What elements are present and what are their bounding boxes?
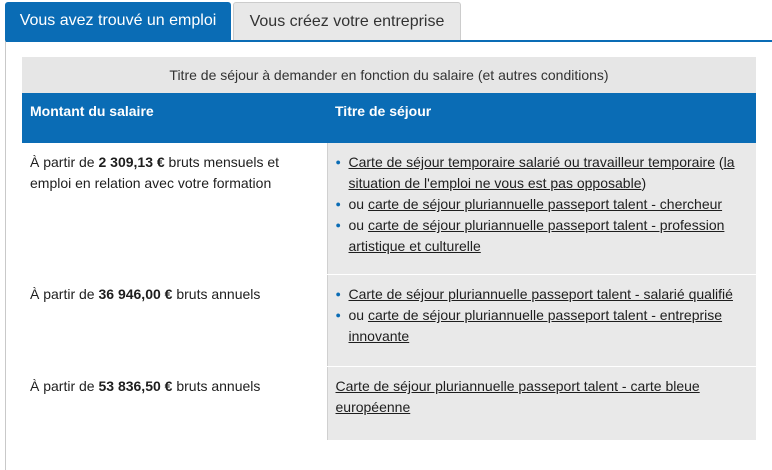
tab-create-company[interactable]: Vous créez votre entreprise	[233, 2, 461, 40]
permit-list	[336, 152, 749, 257]
permit-condition-link[interactable]: la situation de l'emploi ne vous est pas opposable	[348, 154, 735, 191]
salary-suffix: bruts annuels	[176, 286, 261, 302]
permit-link[interactable]: carte de séjour pluriannuelle passeport talent - entreprise innovante	[348, 307, 723, 344]
list-item	[336, 215, 749, 257]
salary-cell	[22, 143, 327, 275]
salary-amount: 2 309,13 €	[98, 154, 165, 170]
list-item	[336, 152, 749, 194]
salary-suffix: bruts annuels	[176, 378, 261, 394]
salary-suffix: bruts mensuels et emploi en relation avec votre formation	[30, 154, 280, 191]
paren-open: (	[715, 154, 724, 170]
table-row	[22, 143, 756, 275]
permit-cell	[327, 275, 756, 367]
permit-list	[336, 284, 749, 347]
salary-prefix: À partir de	[30, 286, 95, 302]
permit-link[interactable]: carte de séjour pluriannuelle passeport talent - chercheur	[367, 196, 723, 212]
list-item	[336, 284, 749, 305]
tab-bar	[5, 0, 772, 42]
salary-prefix: À partir de	[30, 378, 95, 394]
salary-cell	[22, 275, 327, 367]
list-item	[336, 194, 749, 215]
or-prefix: ou	[348, 307, 368, 323]
permit-link[interactable]: carte de séjour pluriannuelle passeport talent - profession artistique et culturelle	[348, 217, 725, 254]
salary-table	[22, 57, 756, 441]
or-prefix: ou	[348, 217, 368, 233]
salary-cell	[22, 367, 327, 441]
permit-link[interactable]: Carte de séjour pluriannuelle passeport talent - salarié qualifié	[348, 286, 733, 302]
column-header-salary: Montant du salaire	[22, 93, 327, 143]
permit-link[interactable]: Carte de séjour temporaire salarié ou travailleur temporaire	[348, 154, 716, 170]
tab-found-job[interactable]: Vous avez trouvé un emploi	[5, 2, 231, 40]
table-caption: Titre de séjour à demander en fonction du salaire (et autres conditions)	[22, 57, 756, 93]
salary-amount: 53 836,50 €	[98, 378, 173, 394]
table-row	[22, 367, 756, 441]
or-prefix: ou	[348, 196, 368, 212]
permit-cell	[327, 143, 756, 275]
salary-amount: 36 946,00 €	[98, 286, 173, 302]
column-header-permit: Titre de séjour	[327, 93, 756, 143]
permit-link[interactable]: Carte de séjour pluriannuelle passeport talent - carte bleue européenne	[335, 378, 700, 415]
table-row	[22, 275, 756, 367]
salary-prefix: À partir de	[30, 154, 95, 170]
list-item	[336, 305, 749, 347]
permit-cell	[327, 367, 756, 441]
tab-panel	[5, 40, 772, 470]
paren-close: )	[641, 175, 647, 191]
